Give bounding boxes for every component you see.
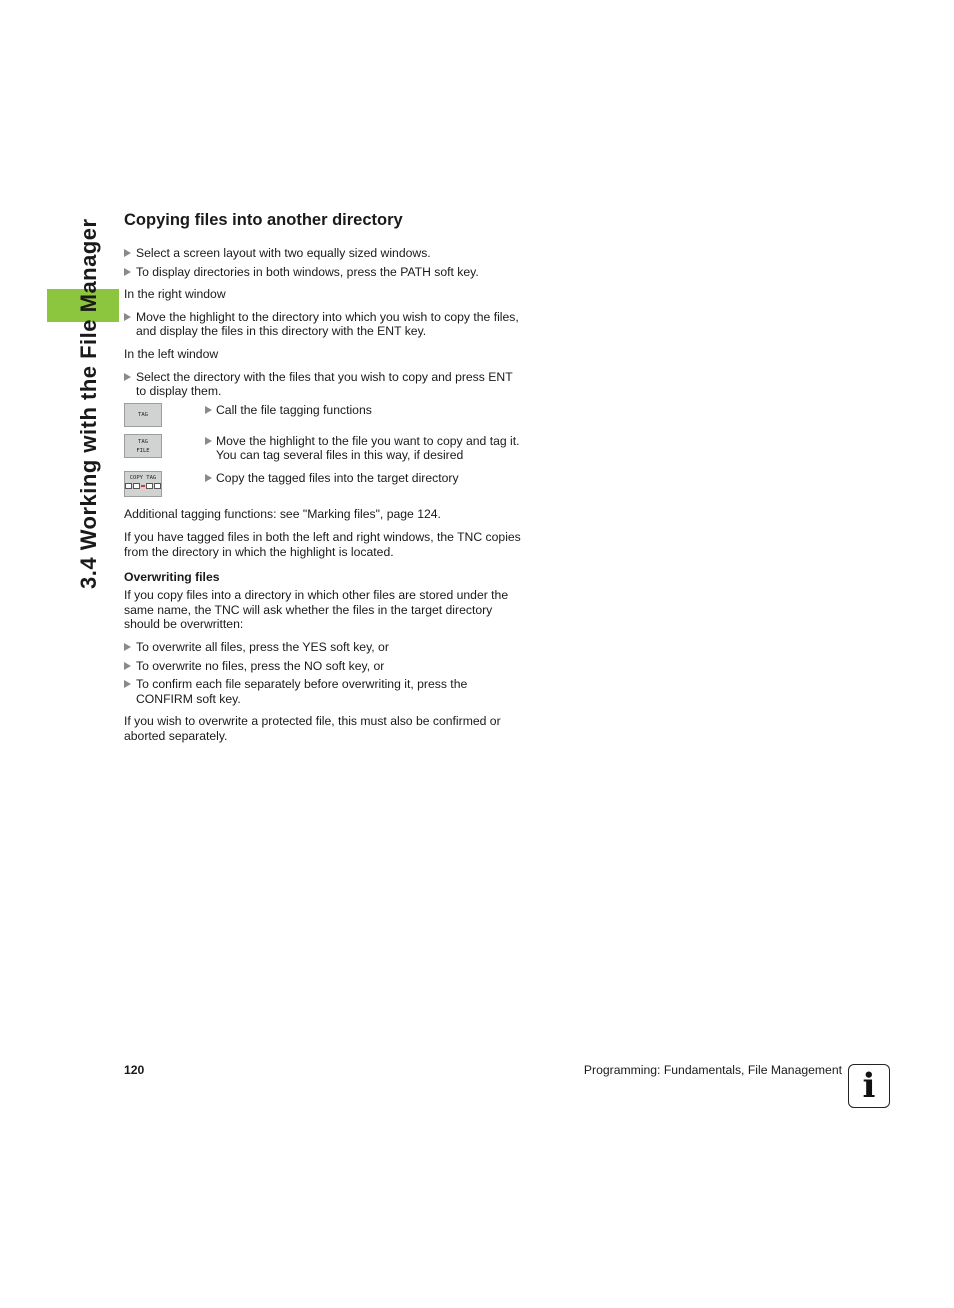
- softkey-row: [124, 471, 524, 507]
- bullet-triangle-icon: [124, 643, 131, 651]
- copy-files-icon: [125, 483, 161, 489]
- info-icon: i: [848, 1064, 890, 1108]
- both-windows-note: If you have tagged files in both the left and right windows, the TNC copies from the directory in which the highlight is located.: [124, 530, 521, 559]
- softkey-description: Call the file tagging functions: [205, 403, 536, 418]
- bullet-triangle-icon: [124, 249, 131, 257]
- bullet-triangle-icon: [124, 680, 131, 688]
- protected-file-note: If you wish to overwrite a protected file, this must also be confirmed or aborted separately.: [124, 714, 501, 743]
- overwriting-heading: Overwriting files: [124, 569, 220, 584]
- bullet-triangle-icon: [124, 373, 131, 381]
- tag-softkey[interactable]: TAG: [124, 403, 162, 427]
- copy-tag-softkey[interactable]: COPY TAG: [124, 471, 162, 497]
- bullet-item: Select a screen layout with two equally sized windows.: [124, 246, 524, 261]
- softkey-row: [124, 434, 524, 471]
- page-number: 120: [124, 1063, 145, 1077]
- bullet-item: To overwrite no files, press the NO soft key, or: [124, 659, 524, 674]
- bullet-triangle-icon: [124, 268, 131, 276]
- bullet-item: Select the directory with the files that you wish to copy and press ENT to display them.: [124, 370, 524, 399]
- bullet-triangle-icon: [205, 437, 212, 445]
- bullet-triangle-icon: [124, 662, 131, 670]
- softkey-row: [124, 403, 524, 434]
- bullet-triangle-icon: [205, 406, 212, 414]
- bullet-item: To display directories in both windows, press the PATH soft key.: [124, 265, 524, 280]
- page-heading: Copying files into another directory: [124, 211, 403, 229]
- tag-file-softkey[interactable]: TAG FILE: [124, 434, 162, 458]
- main-content: [124, 210, 524, 751]
- softkey-description: Move the highlight to the file you want to copy and tag it. You can tag several files in this way, if desired: [205, 434, 536, 463]
- bullet-item: Move the highlight to the directory into which you wish to copy the files, and display the files in this directory with the ENT key.: [124, 310, 524, 339]
- softkey-description: Copy the tagged files into the target directory: [205, 471, 536, 486]
- bullet-triangle-icon: [205, 474, 212, 482]
- bullet-item: To overwrite all files, press the YES soft key, or: [124, 640, 524, 655]
- right-window-label: In the right window: [124, 287, 226, 302]
- bullet-item: To confirm each file separately before overwriting it, press the CONFIRM soft key.: [124, 677, 524, 706]
- document-title: Programming: Fundamentals, File Management: [583, 1063, 842, 1077]
- additional-tagging-note: Additional tagging functions: see "Marking files", page 124.: [124, 506, 441, 521]
- left-window-label: In the left window: [124, 346, 219, 361]
- bullet-triangle-icon: [124, 313, 131, 321]
- section-title: 3.4 Working with the File Manager: [76, 218, 101, 589]
- overwriting-intro: If you copy files into a directory in which other files are stored under the same name, the TNC will ask whether the files in the target directory should be overwritten:: [124, 588, 509, 632]
